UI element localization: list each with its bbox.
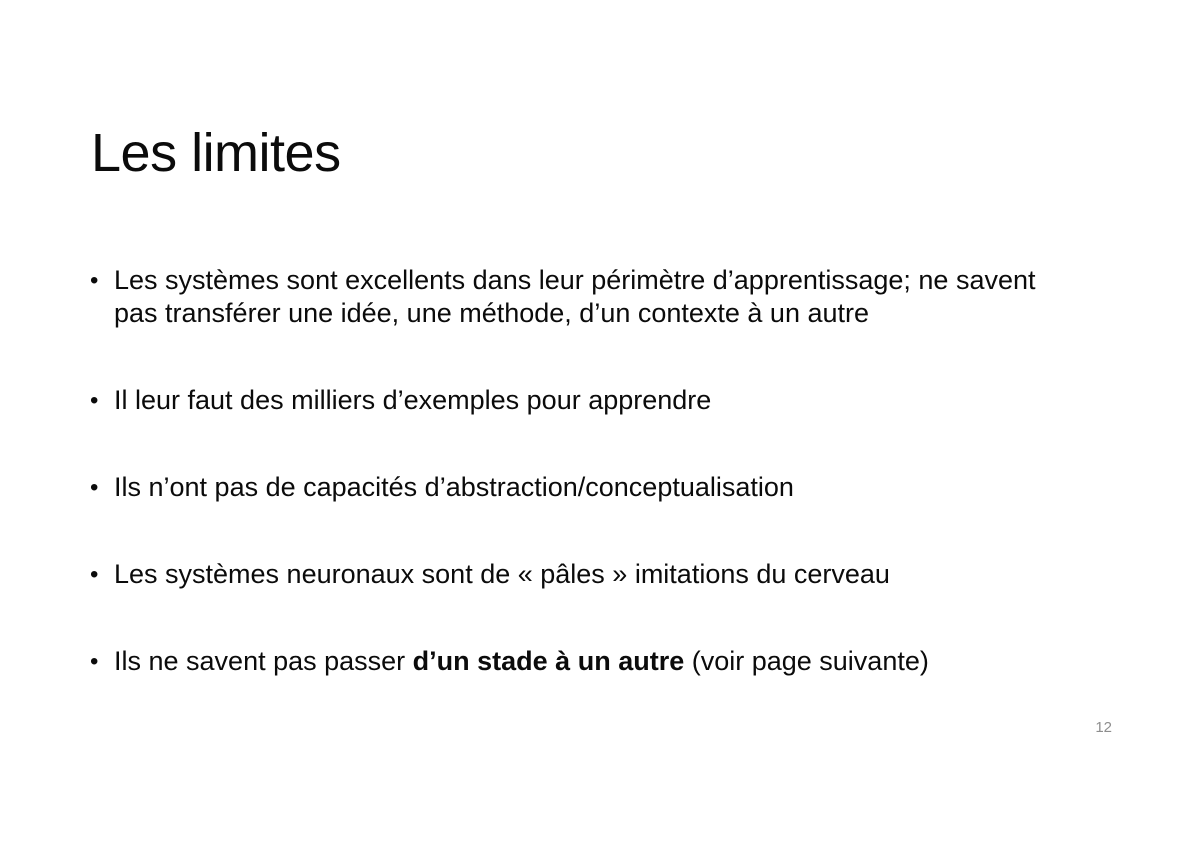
bullet-text-prefix: Ils ne savent pas passer: [114, 646, 413, 676]
bullet-marker: •: [90, 561, 99, 588]
bullet-text: [114, 645, 1080, 678]
bullet-text: Il leur faut des milliers d’exemples pour apprendre: [114, 385, 712, 415]
bullet-text-suffix: (voir page suivante): [684, 646, 929, 676]
bullet-text: Les systèmes sont excellents dans leur périmètre d’apprentissage; ne savent pas transférer une idée, une méthode, d’un contexte à un autre: [114, 265, 1036, 328]
bullet-marker: •: [90, 648, 99, 675]
bullet-item: [90, 558, 1080, 591]
bullet-item: [90, 264, 1080, 330]
bullet-item: [90, 471, 1080, 504]
bullet-item: [90, 645, 1080, 678]
page-number: 12: [1095, 719, 1112, 736]
bullet-item: [90, 384, 1080, 417]
bullet-marker: •: [90, 387, 99, 414]
bullet-text: Les systèmes neuronaux sont de « pâles » imitations du cerveau: [114, 559, 890, 589]
bullet-text-bold: d’un stade à un autre: [412, 646, 685, 676]
bullet-list: [90, 264, 1080, 678]
bullet-marker: •: [90, 267, 99, 294]
bullet-marker: •: [90, 474, 99, 501]
slide-title: Les limites: [91, 123, 341, 183]
bullet-text: Ils n’ont pas de capacités d’abstraction/conceptualisation: [114, 472, 794, 502]
